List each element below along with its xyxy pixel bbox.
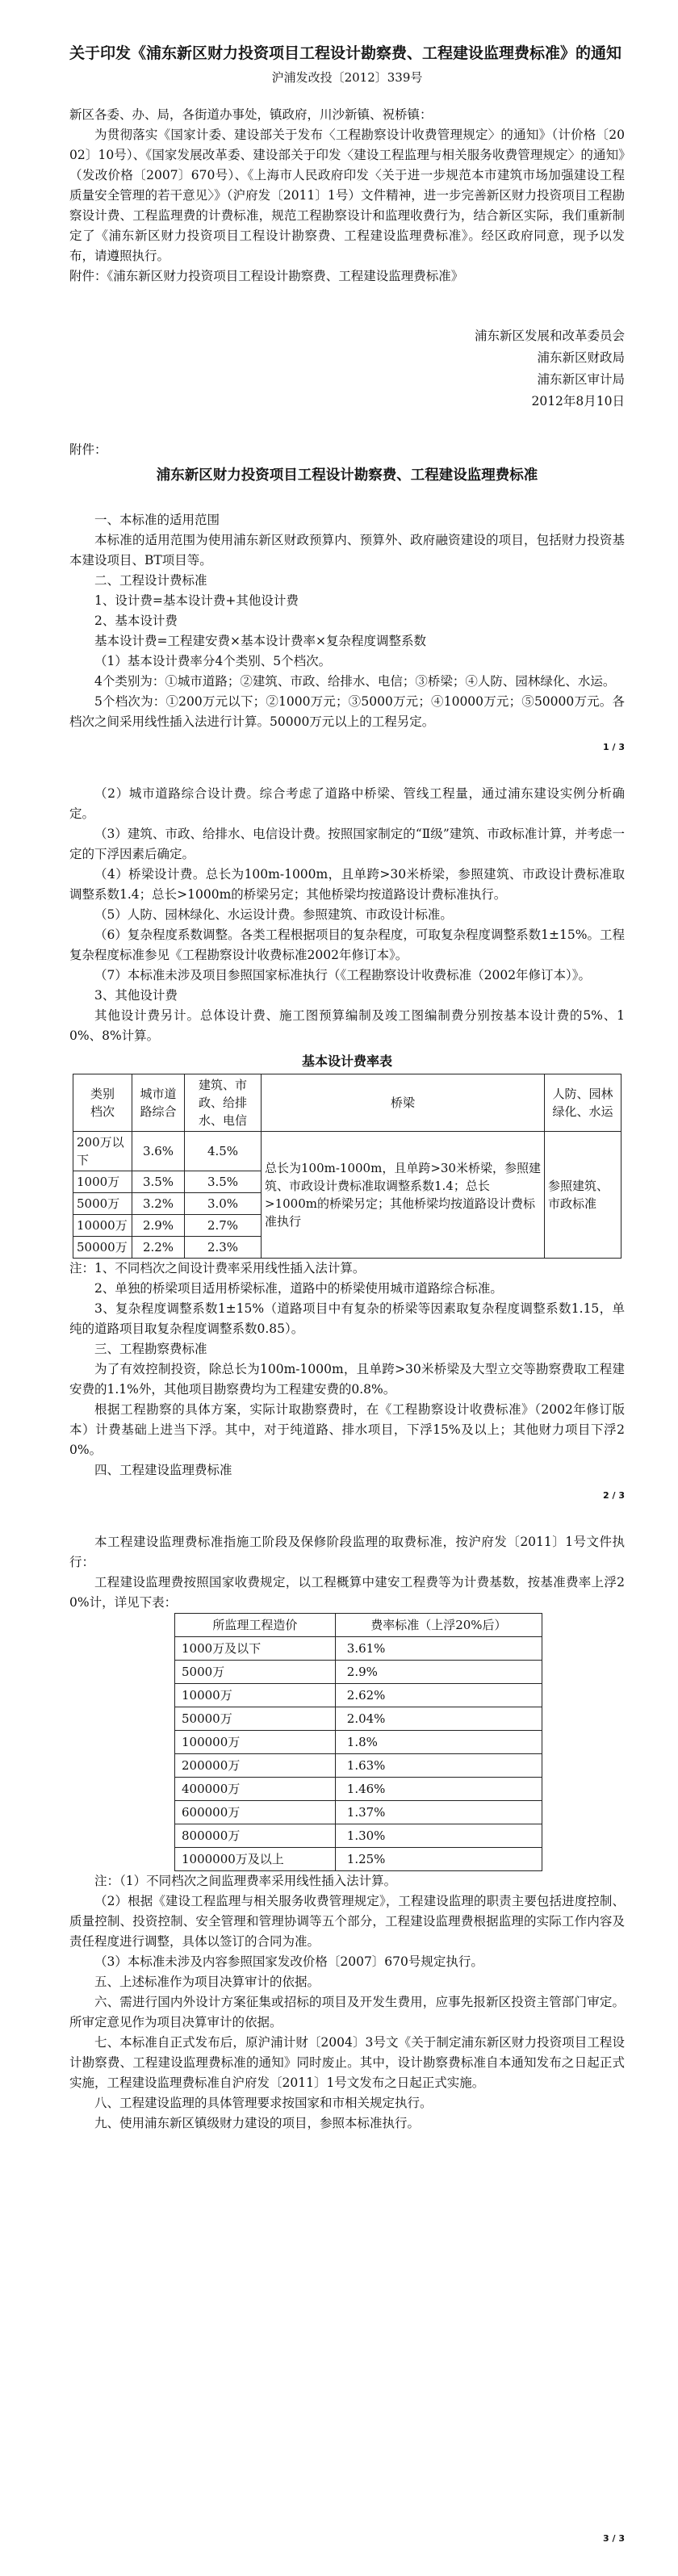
paragraph: 根据工程勘察的具体方案，实际计取勘察费时，在《工程勘察设计收费标准》（2002年修订版本）计费基础上进当下浮。其中，对于纯道路、排水项目，下浮15%及以上；其他财力项目下浮20%。 <box>69 1402 625 1457</box>
table-cell: 2.7% <box>185 1215 262 1237</box>
table-cell-civil: 参照建筑、市政标准 <box>545 1132 622 1259</box>
table-cell: 3.5% <box>132 1171 185 1193</box>
table-caption: 基本设计费率表 <box>301 1053 392 1069</box>
table-cell: 600000万 <box>175 1801 336 1824</box>
section-heading: 九、使用浦东新区镇级财力建设的项目，参照本标准执行。 <box>94 2116 421 2130</box>
section-text: 本标准的适用范围为使用浦东新区财政预算内、预算外、政府融资建设的项目，包括财力投资基本建设项目、BT项目等。 <box>69 533 625 568</box>
table-cell: 3.61% <box>335 1637 542 1661</box>
signature-block <box>69 325 625 413</box>
table-cell: 2.2% <box>132 1237 185 1259</box>
paragraph: （6）复杂程度系数调整。各类工程根据项目的复杂程度，可取复杂程度调整系数1±15%。工程复杂程度标准参见《工程勘察设计收费标准2002年修订本》。 <box>69 928 625 962</box>
paragraph: 本工程建设监理费标准指施工阶段及保修阶段监理的取费标准，按沪府发〔2011〕1号文件执行： <box>69 1535 625 1569</box>
paragraph: （3）建筑、市政、给排水、电信设计费。按照国家制定的“Ⅱ级”建筑、市政标准计算，并考虑一定的下浮因素后确定。 <box>69 827 625 861</box>
table-cell: 2.9% <box>335 1661 542 1684</box>
column-header: 费率标准（上浮20%后） <box>335 1614 542 1637</box>
table-cell: 2.62% <box>335 1684 542 1707</box>
column-header: 城市道路综合 <box>132 1074 185 1132</box>
page-break <box>69 732 625 760</box>
list-item: 1、设计费=基本设计费+其他设计费 <box>94 593 299 608</box>
page-number: 2 / 3 <box>603 1490 625 1501</box>
table-row <box>175 1637 542 1661</box>
table-cell: 400000万 <box>175 1778 336 1801</box>
column-header: 建筑、市政、给排水、电信 <box>185 1074 262 1132</box>
signer: 浦东新区发展和改革委员会 <box>474 329 625 343</box>
table-note: 2、单独的桥梁项目适用桥梁标准，道路中的桥梁使用城市道路综合标准。 <box>94 1281 503 1296</box>
paragraph: 5个档次为：①200万元以下；②1000万元；③5000万元；④10000万元；⑤50000万元。各档次之间采用线性插入法进行计算。50000万元以上的工程另定。 <box>69 694 625 729</box>
page-number: 3 / 3 <box>603 2533 625 2544</box>
section-heading: 五、上述标准作为项目决算审计的依据。 <box>94 1975 320 1989</box>
table-cell: 3.2% <box>132 1193 185 1215</box>
page-break <box>69 1481 625 1508</box>
paragraph: （1）基本设计费率分4个类别、5个档次。 <box>94 654 332 668</box>
signer: 浦东新区审计局 <box>537 372 625 387</box>
table-cell: 4.5% <box>185 1132 262 1171</box>
table-cell: 10000万 <box>73 1215 132 1237</box>
table-cell: 1.63% <box>335 1754 542 1778</box>
paragraph: （5）人防、园林绿化、水运设计费。参照建筑、市政设计标准。 <box>94 907 453 922</box>
table-row <box>175 1848 542 1871</box>
table-row <box>175 1684 542 1707</box>
table-cell: 1000万及以下 <box>175 1637 336 1661</box>
column-header: 类别 档次 <box>73 1074 132 1132</box>
table-row <box>175 1801 542 1824</box>
section-heading: 六、需进行国内外设计方案征集或招标的项目及开发生费用，应事先报新区投资主管部门审定。所审定意见作为项目决算审计的依据。 <box>69 1995 625 2029</box>
table-cell: 1.25% <box>335 1848 542 1871</box>
table-cell: 200万以下 <box>73 1132 132 1171</box>
list-item: 2、基本设计费 <box>94 614 178 628</box>
table-cell: 5000万 <box>73 1193 132 1215</box>
table-row <box>175 1707 542 1731</box>
addressee: 新区各委、办、局，各街道办事处，镇政府，川沙新镇、祝桥镇： <box>69 107 433 122</box>
table-row <box>175 1754 542 1778</box>
table-row <box>175 1824 542 1848</box>
notice-title: 关于印发《浦东新区财力投资项目工程设计勘察费、工程建设监理费标准》的通知 <box>69 44 622 62</box>
table-cell: 5000万 <box>175 1661 336 1684</box>
table-header-row <box>175 1614 542 1637</box>
table-cell: 2.9% <box>132 1215 185 1237</box>
table-cell: 1000万 <box>73 1171 132 1193</box>
section-heading: 四、工程建设监理费标准 <box>94 1463 232 1477</box>
table-row <box>175 1731 542 1754</box>
paragraph: 其他设计费另计。总体设计费、施工图预算编制及竣工图编制费分别按基本设计费的5%、10%、8%计算。 <box>69 1008 625 1043</box>
table-note: （2）根据《建设工程监理与相关服务收费管理规定》，工程建设监理的职责主要包括进度控制、质量控制、投资控制、安全管理和管理协调等五个部分，工程建设监理费根据监理的实际工作内容及责任程度进行调整，具体以签订的合同为准。 <box>69 1894 625 1949</box>
table-cell: 200000万 <box>175 1754 336 1778</box>
section-heading: 七、本标准自正式发布后，原沪浦计财〔2004〕3号文《关于制定浦东新区财力投资项目工程设计勘察费、工程建设监理费标准的通知》同时废止。其中，设计勘察费标准自本通知发布之日起正式实施，工程建设监理费标准自沪府发〔2011〕1号文发布之日起正式实施。 <box>69 2035 625 2090</box>
document-number: 沪浦发改投〔2012〕339号 <box>271 70 423 85</box>
standard-title: 浦东新区财力投资项目工程设计勘察费、工程建设监理费标准 <box>156 467 538 484</box>
table-cell: 1.37% <box>335 1801 542 1824</box>
paragraph: 为了有效控制投资，除总长为100m-1000m，且单跨>30米桥梁及大型立交等勘察费取工程建安费的1.1%外，其他项目勘察费均为工程建安费的0.8%。 <box>69 1362 625 1397</box>
table-cell: 2.3% <box>185 1237 262 1259</box>
paragraph: 4个类别为：①城市道路；②建筑、市政、给排水、电信；③桥梁；④人防、园林绿化、水运。 <box>94 674 616 689</box>
section-heading: 一、本标准的适用范围 <box>94 513 220 527</box>
table-cell: 3.0% <box>185 1193 262 1215</box>
table-cell: 100000万 <box>175 1731 336 1754</box>
paragraph: （4）桥梁设计费。总长为100m-1000m，且单跨>30米桥梁，参照建筑、市政设计费标准取调整系数1.4；总长>1000m的桥梁另定；其他桥梁均按道路设计费标准执行。 <box>69 867 625 902</box>
column-header: 桥梁 <box>262 1074 545 1132</box>
page-number: 1 / 3 <box>603 742 625 752</box>
table-cell: 2.04% <box>335 1707 542 1731</box>
table-note: 注：1、不同档次之间设计费率采用线性插入法计算。 <box>69 1261 366 1275</box>
section-heading: 二、工程设计费标准 <box>94 573 207 588</box>
notice-body: 为贯彻落实《国家计委、建设部关于发布〈工程勘察设计收费管理规定〉的通知》（计价格〔2002〕10号）、《国家发展改革委、建设部关于印发〈建设工程监理与相关服务收费管理规定〉的通知》（发改价格〔2007〕670号）、《上海市人民政府印发〈关于进一步规范本市建筑市场加强建设工程质量安全管理的若干意见〉》（沪府发〔2011〕1号）文件精神，进一步完善新区财力投资项目工程勘察设计费、工程监理费的计费标准，规范工程勘察设计和监理收费行为，结合新区实际，我们重新制定了《浦东新区财力投资项目工程设计勘察费、工程建设监理费标准》。经区政府同意，现予以发布，请遵照执行。 <box>69 128 625 263</box>
table-cell: 1.46% <box>335 1778 542 1801</box>
notice-attachment: 附件：《浦东新区财力投资项目工程设计勘察费、工程建设监理费标准》 <box>69 269 464 283</box>
table-cell: 3.6% <box>132 1132 185 1171</box>
paragraph: （7）本标准未涉及项目参照国家标准执行（《工程勘察设计收费标准（2002年修订本）》。 <box>94 968 592 982</box>
signer: 浦东新区财政局 <box>537 350 625 365</box>
column-header: 所监理工程造价 <box>175 1614 336 1637</box>
table-cell-bridge: 总长为100m-1000m，且单跨>30米桥梁，参照建筑、市政设计费标准取调整系数1.4；总长>1000m的桥梁另定；其他桥梁均按道路设计费标准执行 <box>262 1132 545 1259</box>
table-cell: 50000万 <box>73 1237 132 1259</box>
table-cell: 10000万 <box>175 1684 336 1707</box>
column-header: 人防、园林绿化、水运 <box>545 1074 622 1132</box>
table-cell: 1.30% <box>335 1824 542 1848</box>
paragraph: （2）城市道路综合设计费。综合考虑了道路中桥梁、管线工程量，通过浦东建设实例分析确定。 <box>69 786 625 821</box>
list-item: 3、其他设计费 <box>94 988 178 1003</box>
table-note: 注：（1）不同档次之间监理费率采用线性插入法计算。 <box>94 1874 397 1888</box>
table-cell: 1.8% <box>335 1731 542 1754</box>
attachment-label: 附件： <box>69 442 107 457</box>
paragraph: 工程建设监理费按照国家收费规定，以工程概算中建安工程费等为计费基数，按基准费率上浮20%计，详见下表： <box>69 1575 625 1610</box>
section-heading: 三、工程勘察费标准 <box>94 1342 207 1356</box>
table-row <box>175 1778 542 1801</box>
table-cell: 3.5% <box>185 1171 262 1193</box>
table-row <box>73 1132 622 1171</box>
table-note: （3）本标准未涉及内容参照国家发改价格〔2007〕670号规定执行。 <box>94 1954 483 1969</box>
formula: 基本设计费=工程建安费×基本设计费率×复杂程度调整系数 <box>94 634 426 648</box>
table-row <box>175 1661 542 1684</box>
issue-date: 2012年8月10日 <box>531 394 625 408</box>
section-heading: 八、工程建设监理的具体管理要求按国家和市相关规定执行。 <box>94 2096 433 2110</box>
table-cell: 1000000万及以上 <box>175 1848 336 1871</box>
table-header-row <box>73 1074 622 1132</box>
design-fee-table <box>73 1074 622 1259</box>
table-note: 3、复杂程度调整系数1±15%（道路项目中有复杂的桥梁等因素取复杂程度调整系数1.15，单纯的道路项目取复杂程度调整系数0.85）。 <box>69 1301 625 1336</box>
table-cell: 50000万 <box>175 1707 336 1731</box>
supervision-fee-table <box>174 1613 542 1871</box>
table-cell: 800000万 <box>175 1824 336 1848</box>
